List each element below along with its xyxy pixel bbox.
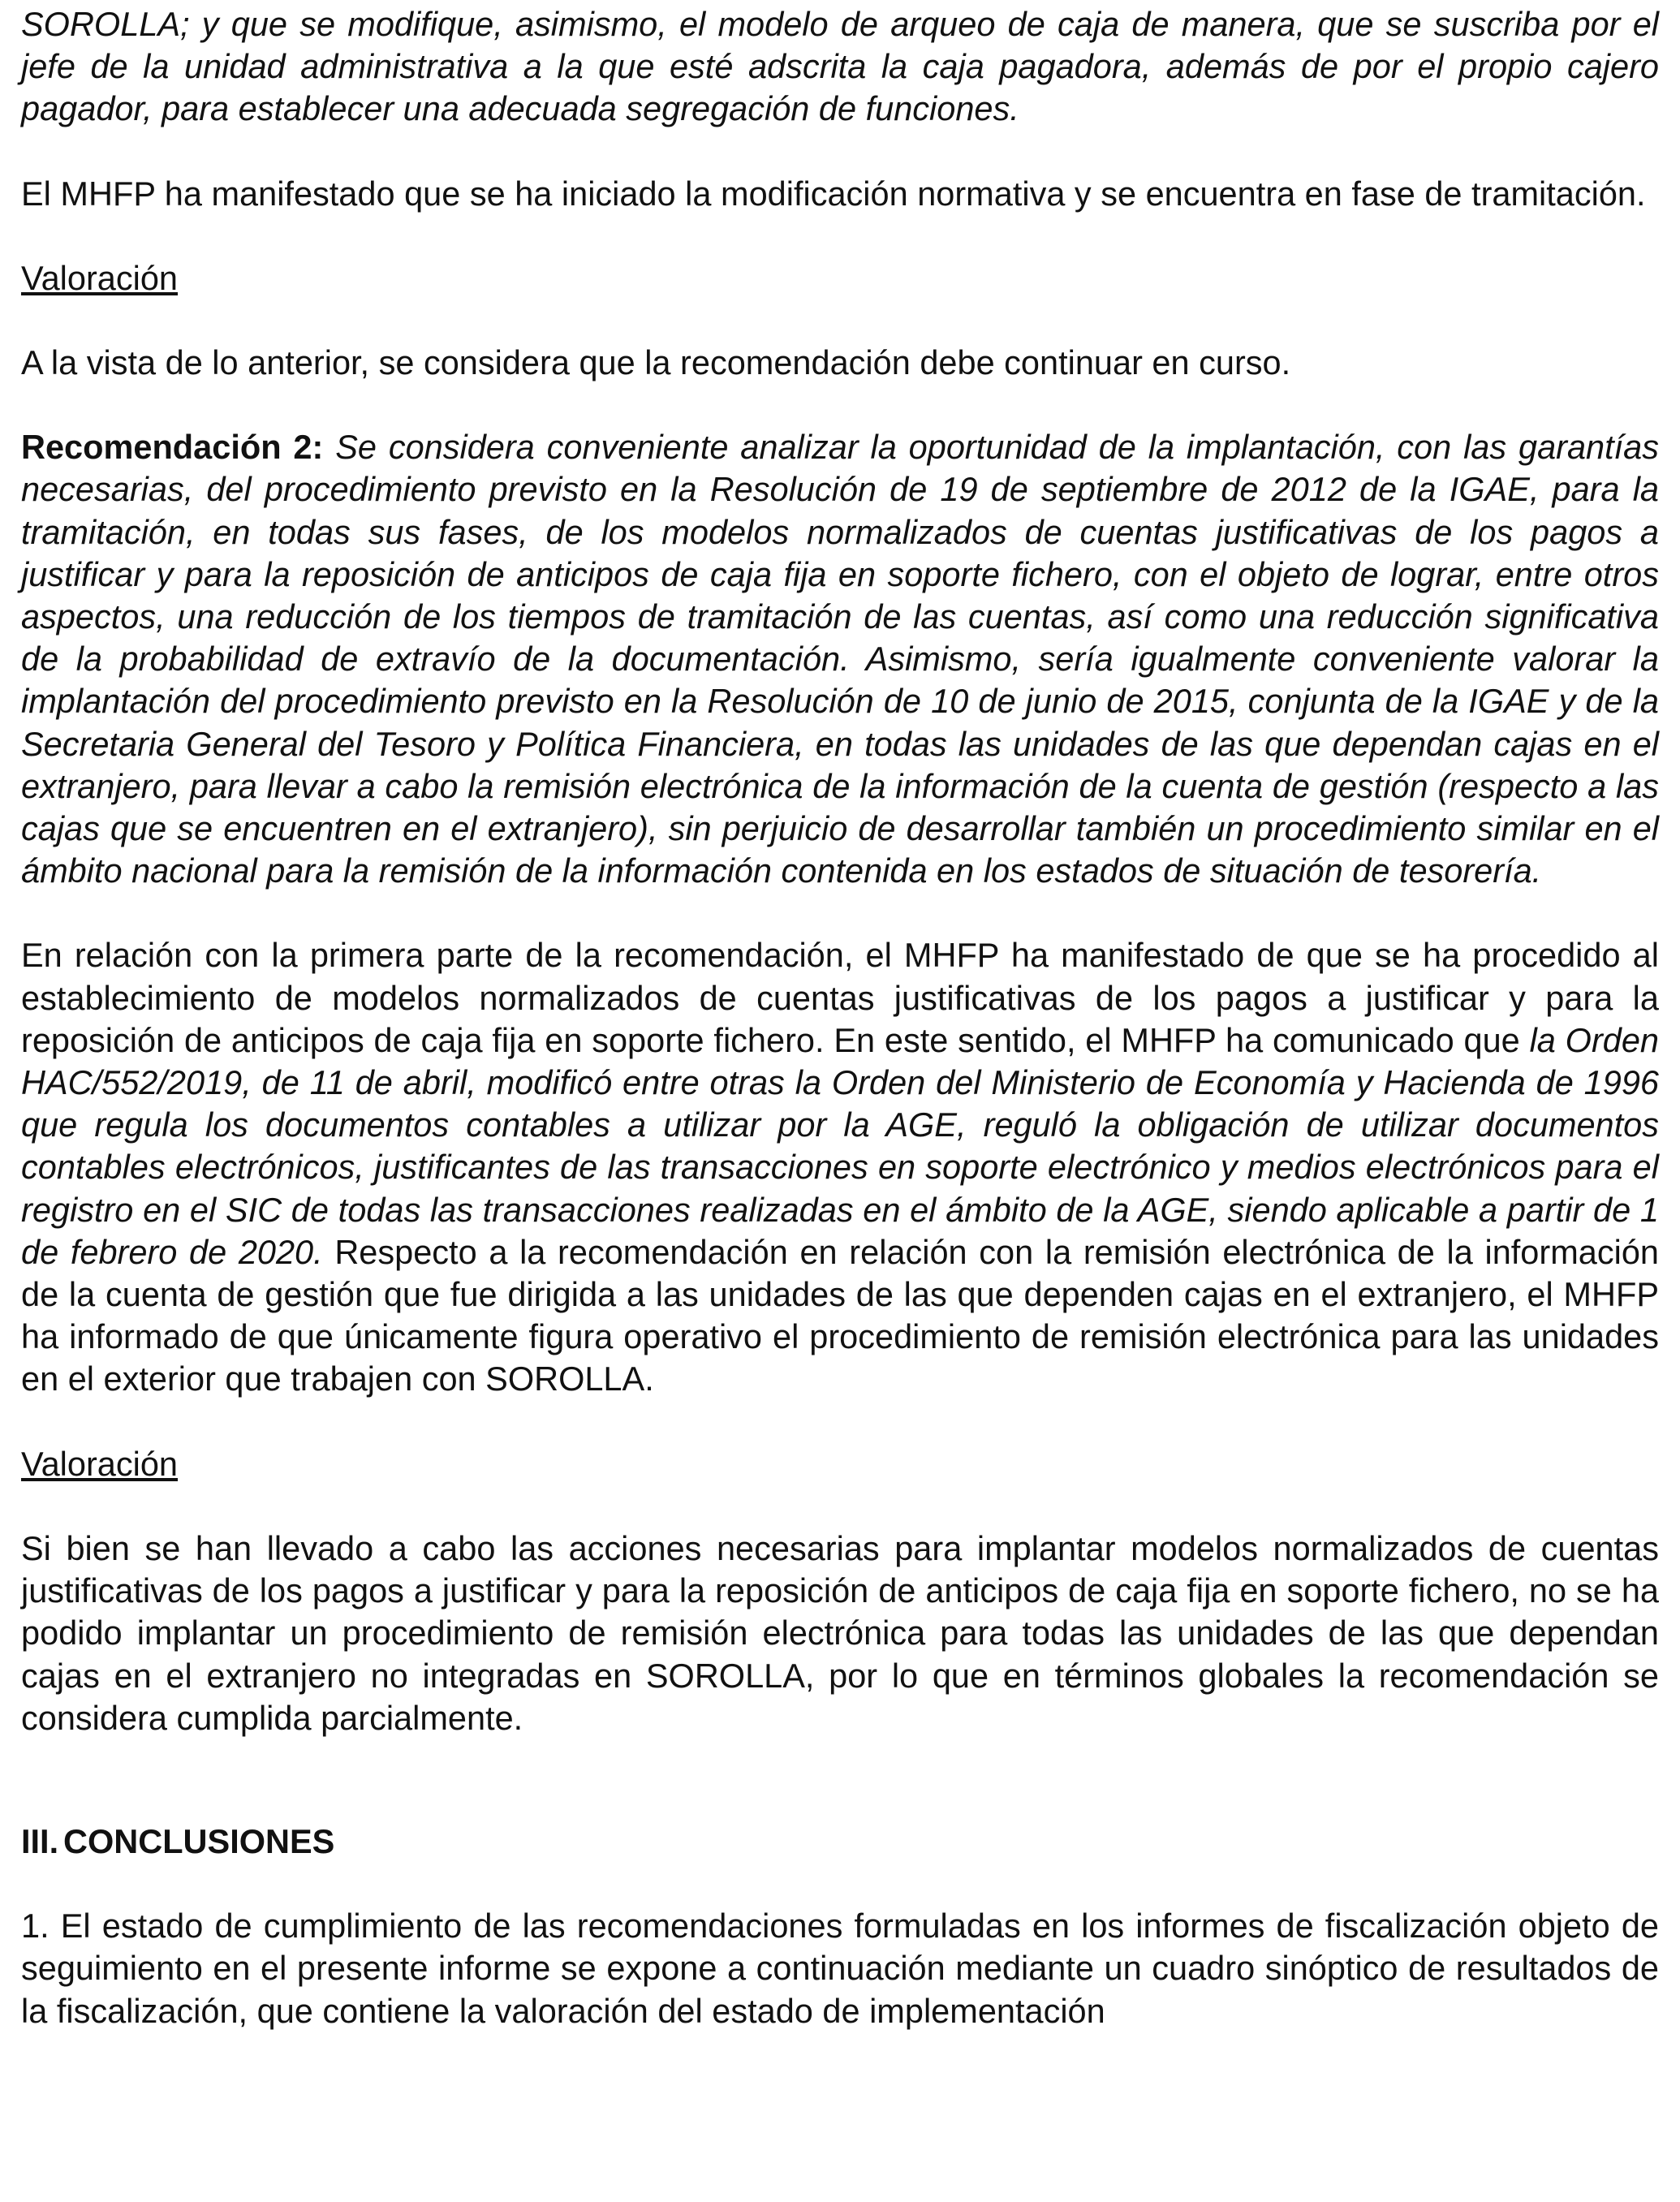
document-page [21, 3, 1659, 2075]
text-segment-b: Respecto a la recomendación en relación con la remisión electrónica de la información de la cuenta de gestión que fue dirigida a las unidades de las que dependen cajas en el extranjero, el MHFP ha informado de que únicamente figura operativo el procedimiento de remisión electrónica para las unidades en el exterior que trabajen con SOROLLA. [21, 1232, 1659, 1398]
section-number: III. [21, 1821, 59, 1860]
valoracion-label: Valoración [21, 258, 179, 297]
recomendacion-2-label: Recomendación 2: [21, 428, 324, 467]
text-segment-a: En relación con la primera parte de la recomendación, el MHFP ha manifestado de que se ha procedido al establecimiento de modelos normalizados de cuentas justificativas de los pagos a justificar y para la reposición de anticipos de caja fija en soporte fichero. En este sentido, el MHFP ha comunicado que [21, 936, 1659, 1059]
paragraph-valoracion-en-curso: A la vista de lo anterior, se considera que la recomendación debe continuar en curso. [21, 343, 1291, 382]
valoracion-label: Valoración [21, 1444, 179, 1483]
valoracion-heading-2 [21, 1443, 1659, 1485]
text-segment-italic: la Orden HAC/552/2019, de 11 de abril, modificó entre otras la Orden del Ministerio de Economía y Hacienda de 1996 que regula los documentos contables a utilizar por la AGE, reguló la obligación de utilizar documentos contables electrónicos, justificantes de las transacciones en soporte electrónico y medios electrónicos para el registro en el SIC de todas las transacciones realizadas en el ámbito de la AGE, siendo aplicable a partir de 1 de febrero de 2020. [21, 1020, 1660, 1271]
italic-text: SOROLLA; y que se modifique, asimismo, el modelo de arqueo de caja de manera, que se suscriba por el jefe de la unidad administrativa a la que esté adscrita la caja pagadora, además de por el propio cajero pagador, para establecer una adecuada segregación de funciones. [21, 5, 1659, 128]
paragraph-conclusion-1: 1. El estado de cumplimiento de las recomendaciones formuladas en los informes de fiscalización objeto de seguimiento en el presente informe se expone a continuación mediante un cuadro sinóptico de resultados de la fiscalización, que contiene la valoración del estado de implementación [21, 1907, 1659, 2030]
paragraph-mhfp-respuesta [21, 934, 1659, 1400]
recomendacion-2-text: Se considera conveniente analizar la oportunidad de la implantación, con las garantías necesarias, del procedimiento previsto en la Resolución de 19 de septiembre de 2012 de la IGAE, para la tramitación, en todas sus fases, de los modelos normalizados de cuentas justificativas de los pagos a justificar y para la reposición de anticipos de caja fija en soporte fichero, con el objeto de lograr, entre otros aspectos, una reducción de los tiempos de tramitación de las cuentas, así como una reducción significativa de la probabilidad de extravío de la documentación. Asimismo, sería igualmente conveniente valorar la implantación del procedimiento previsto en la Resolución de 10 de junio de 2015, conjunta de la IGAE y de la Secretaria General del Tesoro y Política Financiera, en todas las unidades de las que dependan cajas en el extranjero, para llevar a cabo la remisión electrónica de la información de la cuenta de gestión (respecto a las cajas que se encuentren en el extranjero), sin perjuicio de desarrollar también un procedimiento similar en el ámbito nacional para la remisión de la información contenida en los estados de situación de tesorería. [21, 428, 1660, 890]
section-title: CONCLUSIONES [63, 1821, 335, 1860]
paragraph-cumplida-parcialmente: Si bien se han llevado a cabo las acciones necesarias para implantar modelos normalizados de cuentas justificativas de los pagos a justificar y para la reposición de anticipos de caja fija en soporte fichero, no se ha podido implantar un procedimiento de remisión electrónica para todas las unidades de las que dependan cajas en el extranjero no integradas en SOROLLA, por lo que en términos globales la recomendación se considera cumplida parcialmente. [21, 1528, 1659, 1737]
paragraph-recomendacion-2 [21, 426, 1659, 892]
paragraph-sorolla-arqueo [21, 3, 1659, 131]
valoracion-heading-1 [21, 257, 1659, 299]
section-heading-conclusiones [21, 1782, 1659, 1863]
paragraph-mhfp-tramitacion: El MHFP ha manifestado que se ha iniciado la modificación normativa y se encuentra en fase de tramitación. [21, 174, 1646, 213]
